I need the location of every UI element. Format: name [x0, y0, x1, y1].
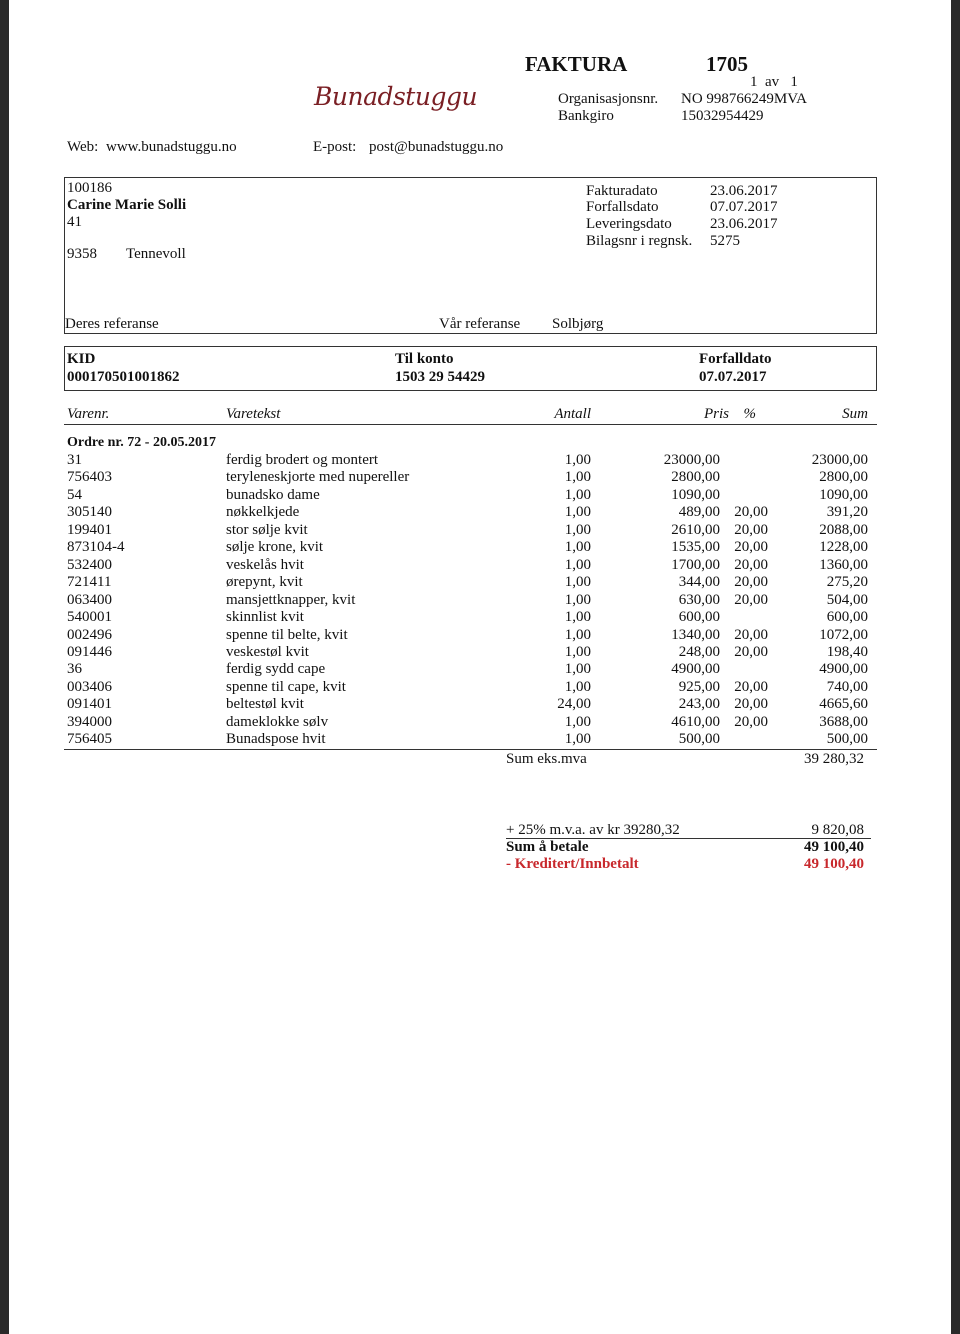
cell-varenr: 873104-4	[67, 539, 125, 556]
cell-varetekst: veskestøl kvit	[226, 643, 309, 660]
cell-antall: 1,00	[564, 539, 591, 556]
credited-value: 49 100,40	[804, 856, 864, 872]
cell-varetekst: sølje krone, kvit	[226, 539, 324, 556]
table-row	[9, 714, 951, 731]
credited-label: - Kreditert/Innbetalt	[506, 856, 639, 872]
company-logo: Bunadstuggu	[314, 82, 478, 111]
cell-varenr: 394000	[67, 713, 112, 730]
cell-pris: 1340,00	[671, 626, 720, 643]
bankgiro-value: 15032954429	[681, 108, 764, 124]
table-row	[9, 557, 951, 574]
header-sum: Sum	[842, 406, 868, 422]
cell-sum: 504,00	[826, 591, 868, 608]
cell-varetekst: ørepynt, kvit	[226, 574, 303, 591]
cell-varetekst: ferdig brodert og montert	[226, 452, 379, 468]
cell-antall: 1,00	[564, 486, 591, 503]
cell-varenr: 003406	[67, 678, 112, 695]
total-value: 49 100,40	[804, 839, 864, 855]
cell-varenr: 002496	[67, 626, 112, 643]
cell-sum: 198,40	[826, 643, 868, 660]
var-referanse-value: Solbjørg	[552, 316, 604, 332]
date-label-0: Fakturadato	[586, 183, 658, 199]
cell-varenr: 756403	[67, 469, 112, 486]
cell-varetekst: beltestøl kvit	[226, 696, 304, 713]
cell-pris: 243,00	[678, 696, 720, 713]
date-value-2: 23.06.2017	[710, 216, 778, 232]
cell-percent: 20,00	[734, 504, 768, 521]
customer-box	[64, 177, 877, 334]
cell-varetekst: skinnlist kvit	[226, 609, 304, 626]
header-pris: Pris	[703, 406, 729, 422]
customer-city: Tennevoll	[126, 246, 186, 262]
table-row	[9, 469, 951, 486]
sum-ex-value: 39 280,32	[804, 751, 864, 767]
var-referanse-label: Vår referanse	[439, 316, 521, 332]
cell-varetekst: Bunadspose hvit	[226, 731, 326, 748]
cell-antall: 1,00	[564, 609, 591, 626]
web-label: Web:	[67, 139, 99, 155]
cell-pris: 925,00	[678, 678, 720, 695]
cell-pris: 1535,00	[671, 539, 720, 556]
cell-varenr: 091401	[67, 696, 112, 713]
cell-sum: 2800,00	[819, 469, 868, 486]
cell-antall: 1,00	[564, 521, 591, 538]
cell-varetekst: spenne til cape, kvit	[226, 678, 346, 695]
cell-percent: 20,00	[734, 574, 768, 591]
cell-sum: 1360,00	[819, 556, 868, 573]
page-separator: av	[765, 74, 780, 90]
cell-percent: 20,00	[734, 591, 768, 608]
cell-varenr: 756405	[67, 731, 112, 748]
cell-pris: 344,00	[678, 574, 720, 591]
cell-pris: 1090,00	[671, 486, 720, 503]
cell-pris: 2610,00	[671, 521, 720, 538]
cell-pris: 23000,00	[663, 452, 720, 468]
cell-varetekst: teryleneskjorte med nupereller	[226, 469, 410, 486]
cell-pris: 500,00	[678, 731, 720, 748]
header-divider	[64, 424, 877, 425]
cell-antall: 1,00	[564, 469, 591, 486]
date-value-3: 5275	[710, 233, 740, 249]
cell-sum: 1228,00	[819, 539, 868, 556]
customer-postcode: 9358	[67, 246, 97, 262]
table-row	[9, 696, 951, 713]
cell-sum: 4900,00	[819, 661, 868, 678]
table-row	[9, 679, 951, 696]
table-row	[9, 522, 951, 539]
cell-pris: 630,00	[678, 591, 720, 608]
cell-varenr: 36	[67, 661, 82, 678]
cell-varenr: 721411	[67, 574, 112, 591]
cell-varetekst: dameklokke sølv	[226, 713, 329, 730]
date-value-1: 07.07.2017	[710, 199, 778, 215]
cell-varenr: 063400	[67, 591, 112, 608]
cell-percent: 20,00	[734, 626, 768, 643]
cell-antall: 1,00	[564, 678, 591, 695]
cell-varenr: 540001	[67, 609, 112, 626]
cell-varetekst: spenne til belte, kvit	[226, 626, 348, 643]
cell-pris: 2800,00	[671, 469, 720, 486]
table-bottom-divider	[64, 749, 877, 750]
cell-sum: 275,20	[826, 574, 868, 591]
cell-percent: 20,00	[734, 556, 768, 573]
header-antall: Antall	[554, 406, 591, 422]
cell-antall: 1,00	[564, 713, 591, 730]
table-row	[9, 609, 951, 626]
cell-antall: 1,00	[564, 574, 591, 591]
cell-percent: 20,00	[734, 643, 768, 660]
forfall-value: 07.07.2017	[699, 369, 767, 385]
customer-name: Carine Marie Solli	[67, 197, 187, 213]
date-label-3: Bilagsnr i regnsk.	[586, 233, 693, 249]
cell-antall: 1,00	[564, 556, 591, 573]
cell-varenr: 091446	[67, 643, 112, 660]
sum-ex-label: Sum eks.mva	[506, 751, 587, 767]
cell-antall: 1,00	[564, 626, 591, 643]
total-label: Sum å betale	[506, 839, 589, 855]
date-label-2: Leveringsdato	[586, 216, 672, 232]
cell-varenr: 199401	[67, 521, 112, 538]
cell-sum: 500,00	[826, 731, 868, 748]
invoice-number: 1705	[706, 52, 748, 76]
cell-sum: 1090,00	[819, 486, 868, 503]
cell-percent: 20,00	[734, 696, 768, 713]
table-row	[9, 452, 951, 469]
table-row	[9, 592, 951, 609]
kid-label: KID	[67, 351, 96, 367]
cell-antall: 1,00	[564, 591, 591, 608]
cell-sum: 1072,00	[819, 626, 868, 643]
table-row	[9, 504, 951, 521]
page-total: 1	[790, 74, 798, 90]
cell-varetekst: nøkkelkjede	[226, 504, 300, 521]
cell-pris: 4900,00	[671, 661, 720, 678]
table-header	[9, 406, 951, 423]
cell-antall: 24,00	[557, 696, 591, 713]
table-row	[9, 644, 951, 661]
cell-varetekst: bunadsko dame	[226, 486, 320, 503]
cell-antall: 1,00	[564, 643, 591, 660]
mva-label: + 25% m.v.a. av kr 39280,32	[506, 822, 680, 838]
cell-pris: 248,00	[678, 643, 720, 660]
konto-value: 1503 29 54429	[395, 369, 485, 385]
header-varetekst: Varetekst	[226, 406, 281, 422]
cell-pris: 4610,00	[671, 713, 720, 730]
cell-pris: 489,00	[678, 504, 720, 521]
document-title: FAKTURA	[525, 52, 628, 76]
table-row	[9, 574, 951, 591]
cell-percent: 20,00	[734, 539, 768, 556]
cell-antall: 1,00	[564, 452, 591, 468]
invoice-page	[9, 0, 951, 1334]
cell-varenr: 532400	[67, 556, 112, 573]
mva-value: 9 820,08	[811, 822, 864, 838]
payment-box	[64, 346, 877, 391]
cell-percent: 20,00	[734, 521, 768, 538]
customer-number: 100186	[67, 180, 112, 196]
cell-varetekst: stor sølje kvit	[226, 521, 308, 538]
forfall-label: Forfalldato	[699, 351, 772, 367]
cell-varetekst: mansjettknapper, kvit	[226, 591, 356, 608]
order-line: Ordre nr. 72 - 20.05.2017	[67, 435, 216, 450]
bankgiro-label: Bankgiro	[558, 108, 614, 124]
cell-sum: 3688,00	[819, 713, 868, 730]
cell-varenr: 54	[67, 486, 82, 503]
cell-varenr: 305140	[67, 504, 112, 521]
org-value: NO 998766249MVA	[681, 91, 807, 107]
cell-sum: 740,00	[826, 678, 868, 695]
header-varenr: Varenr.	[67, 406, 110, 422]
table-row	[9, 539, 951, 556]
cell-percent: 20,00	[734, 713, 768, 730]
cell-sum: 23000,00	[811, 452, 868, 468]
page-current: 1	[750, 74, 758, 90]
cell-pris: 600,00	[678, 609, 720, 626]
web-link[interactable]: www.bunadstuggu.no	[106, 139, 237, 155]
cell-antall: 1,00	[564, 504, 591, 521]
table-row	[9, 731, 951, 748]
cell-varenr: 31	[67, 452, 82, 468]
cell-varetekst: veskelås hvit	[226, 556, 304, 573]
table-row	[9, 627, 951, 644]
cell-sum: 4665,60	[819, 696, 868, 713]
cell-percent: 20,00	[734, 678, 768, 695]
deres-referanse-label: Deres referanse	[65, 316, 159, 332]
date-value-0: 23.06.2017	[710, 183, 778, 199]
table-row	[9, 661, 951, 678]
customer-address: 41	[67, 214, 82, 230]
org-label: Organisasjonsnr.	[558, 91, 659, 107]
table-row	[9, 487, 951, 504]
cell-sum: 391,20	[826, 504, 868, 521]
cell-antall: 1,00	[564, 661, 591, 678]
cell-sum: 600,00	[826, 609, 868, 626]
email-label: E-post:	[313, 139, 357, 155]
cell-sum: 2088,00	[819, 521, 868, 538]
cell-varetekst: ferdig sydd cape	[226, 661, 326, 678]
date-label-1: Forfallsdato	[586, 199, 659, 215]
header-percent: %	[743, 406, 756, 422]
email-link[interactable]: post@bunadstuggu.no	[369, 139, 504, 155]
konto-label: Til konto	[395, 351, 454, 367]
cell-pris: 1700,00	[671, 556, 720, 573]
cell-antall: 1,00	[564, 731, 591, 748]
page-indicator	[750, 74, 798, 91]
kid-value: 000170501001862	[67, 369, 180, 385]
